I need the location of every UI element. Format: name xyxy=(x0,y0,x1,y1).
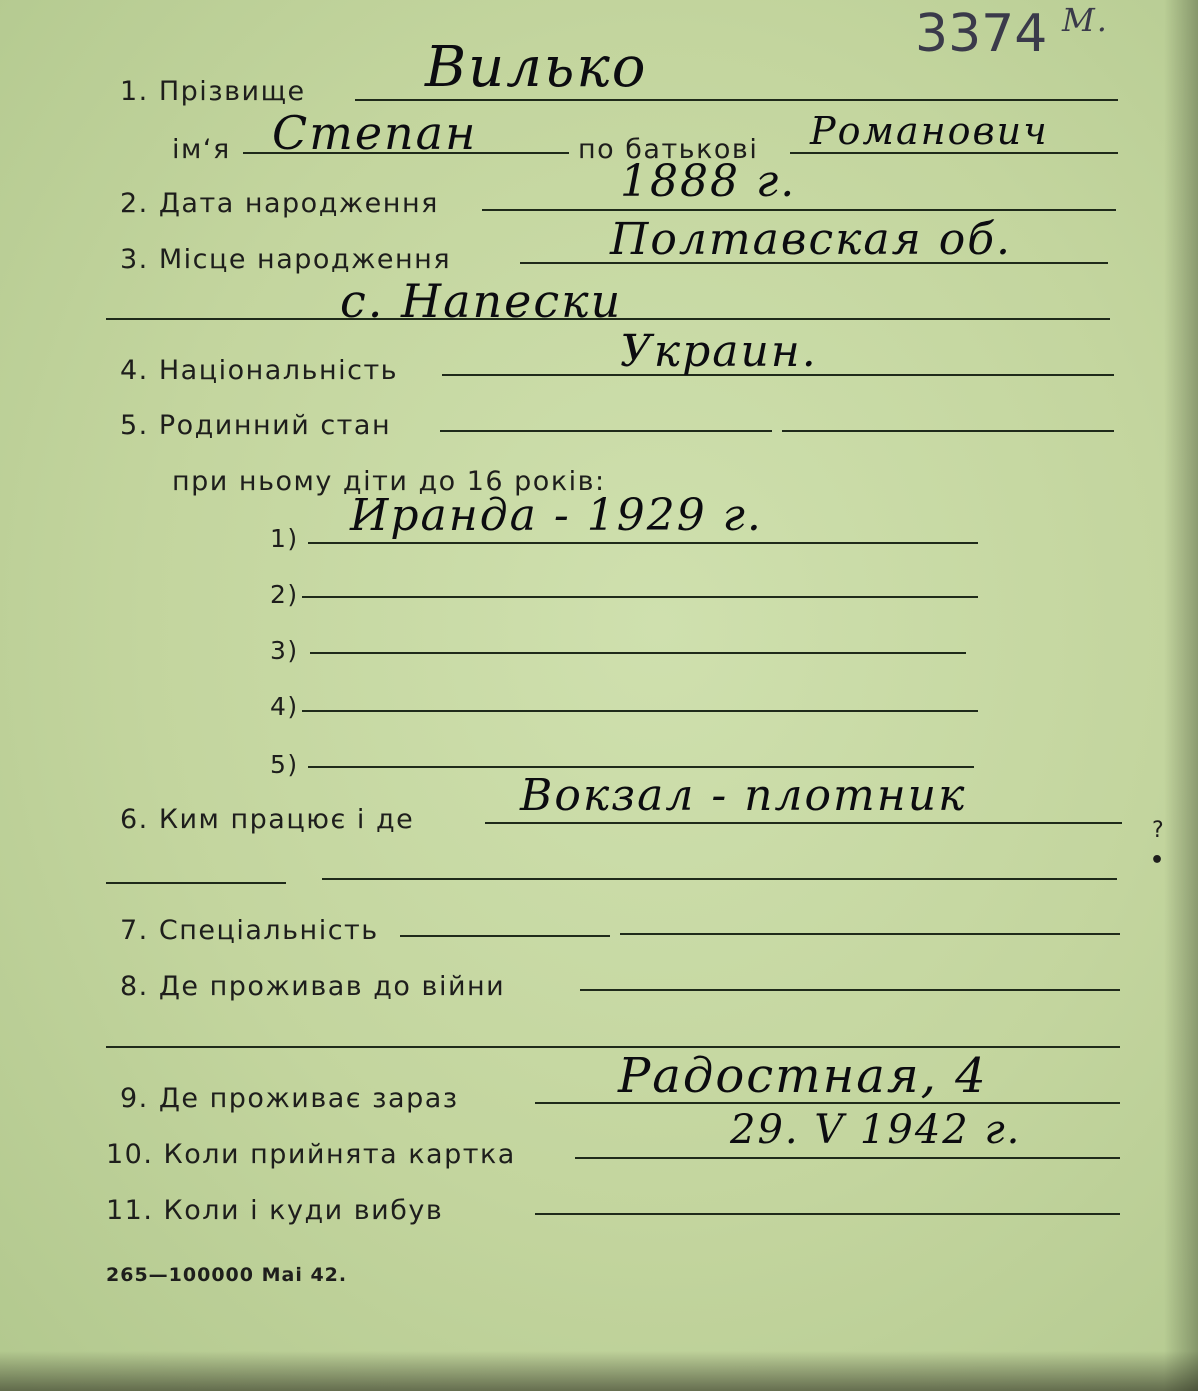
paper-bottom-shadow xyxy=(0,1351,1198,1391)
child-2-line xyxy=(302,596,978,598)
surname-label: 1. Прізвище xyxy=(120,76,306,107)
birth-date-label: 2. Дата народження xyxy=(120,188,439,219)
child-3-num: 3) xyxy=(270,636,299,665)
birth-date-line xyxy=(482,209,1116,211)
child-4-line xyxy=(302,710,978,712)
specialty-line-a xyxy=(400,935,610,937)
paper-edge-shadow xyxy=(1164,0,1198,1391)
child-5-line xyxy=(308,766,974,768)
work-label: 6. Ким працює і де xyxy=(120,804,415,835)
prewar-residence-line xyxy=(580,989,1120,991)
work-value: Вокзал - плотник xyxy=(520,770,967,821)
prewar-residence-label: 8. Де проживав до війни xyxy=(120,971,506,1002)
child-2-num: 2) xyxy=(270,580,299,609)
card-accepted-line xyxy=(575,1157,1120,1159)
work-line-2b xyxy=(322,878,1117,880)
work-line xyxy=(485,822,1122,824)
specialty-label: 7. Спеціальність xyxy=(120,915,379,946)
child-4-num: 4) xyxy=(270,692,299,721)
family-status-line-b xyxy=(782,430,1114,432)
first-name-label: ім‘я xyxy=(172,134,231,165)
child-3-line xyxy=(310,652,966,654)
children-header: при ньому діти до 16 років: xyxy=(172,466,606,497)
card-accepted-value: 29. V 1942 г. xyxy=(730,1107,1022,1153)
nationality-value: Украин. xyxy=(620,326,818,377)
departed-line xyxy=(535,1213,1120,1215)
family-status-line-a xyxy=(440,430,772,432)
patronymic-value: Романович xyxy=(810,109,1049,153)
first-name-value: Степан xyxy=(272,106,478,160)
surname-value: Вилько xyxy=(425,35,648,100)
specialty-line-b xyxy=(620,933,1120,935)
birth-place-label: 3. Місце народження xyxy=(120,244,452,275)
nationality-label: 4. Національність xyxy=(120,355,399,386)
child-1-line xyxy=(308,542,978,544)
child-1-num: 1) xyxy=(270,524,299,553)
birth-place-value-1: Полтавская об. xyxy=(610,214,1013,265)
current-residence-value: Радостная, 4 xyxy=(618,1048,988,1104)
card-accepted-label: 10. Коли прийнята картка xyxy=(106,1139,516,1170)
birth-date-value: 1888 г. xyxy=(620,156,797,207)
departed-label: 11. Коли і куди вибув xyxy=(106,1195,444,1226)
work-line-2a xyxy=(106,882,286,884)
family-status-label: 5. Родинний стан xyxy=(120,410,392,441)
margin-mark: ? xyxy=(1152,818,1164,843)
child-5-num: 5) xyxy=(270,750,299,779)
child-1-value: Иранда - 1929 г. xyxy=(350,490,763,541)
current-residence-label: 9. Де проживає зараз xyxy=(120,1083,459,1114)
margin-dot: • xyxy=(1150,848,1165,873)
birth-place-value-2: с. Напески xyxy=(340,274,623,328)
patronymic-label: по батькові xyxy=(578,134,759,165)
archive-number-suffix: М. xyxy=(1062,1,1109,39)
print-info: 265—100000 Маі 42. xyxy=(106,1264,348,1286)
archive-number: 3374 xyxy=(915,4,1048,64)
